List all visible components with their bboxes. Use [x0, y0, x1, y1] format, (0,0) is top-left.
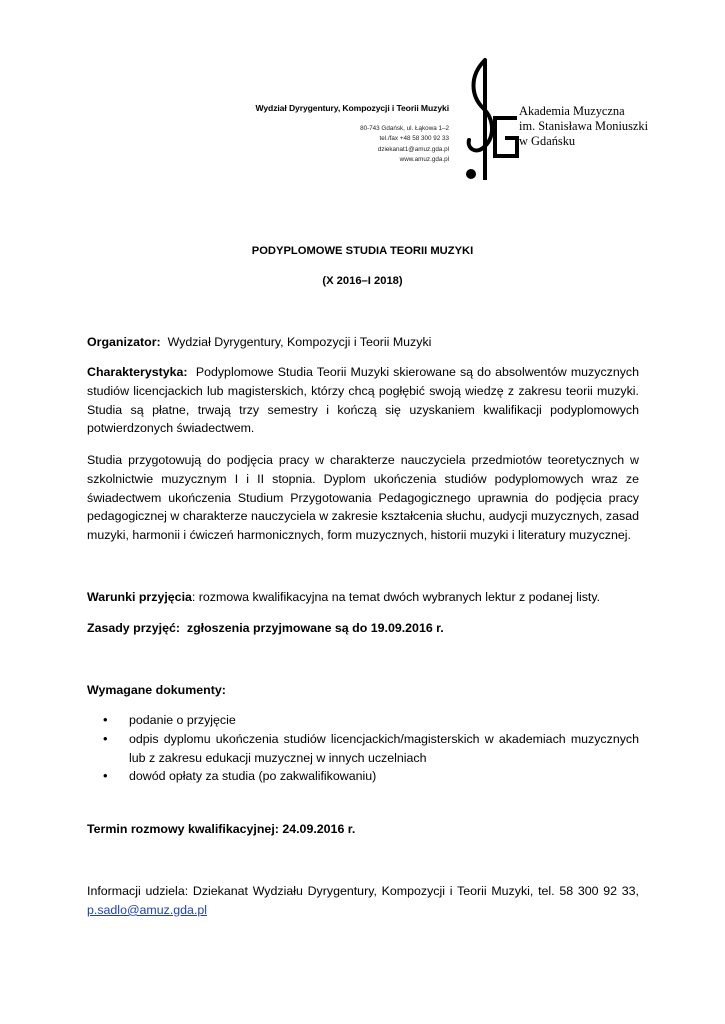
academy-name-line: w Gdańsku	[519, 134, 576, 148]
bullet-icon: •	[103, 768, 108, 784]
documents-heading: Wymagane dokumenty:	[87, 683, 226, 697]
bullet-icon: •	[103, 712, 108, 727]
preparation-paragraph: Studia przygotowują do podjęcia pracy w charakterze nauczyciela przedmiotów teoretycznych w szkolnictwie muzycznym I i II stopnia. Dyplom ukończenia studiów podyplomowych wraz ze świadectwem ukończenia Studium Przygotowania Pedagogicznego uprawnia do podjęcia pracy pedagogicznej w charakterze nauczyciela w zakresie kształcenia słuchu, audycji muzycznych, zasad muzyki, harmonii i ćwiczeń harmonicznych, form muzycznych, historii muzyki i literatury muzycznej.	[87, 453, 639, 543]
admission-text: : rozmowa kwalifikacyjna na temat dwóch wybranych lektur z podanej listy.	[191, 590, 601, 604]
faculty-name: Wydział Dyrygentury, Kompozycji i Teorii Muzyki	[255, 103, 449, 113]
academy-name-line: im. Stanisława Moniuszki	[519, 119, 649, 133]
academy-logo-icon	[455, 56, 519, 184]
list-item: • odpis dyplomu ukończenia studiów licencjackich/magisterskich w akademiach muzycznych lub z zakresu edukacji muzycznej w innych uczelniach	[103, 730, 639, 765]
organizer-label: Organizator:	[87, 335, 161, 349]
phone-line: tel./fax +48 58 300 92 33	[379, 135, 449, 143]
organizer-line	[87, 333, 639, 352]
document-subtitle: (X 2016–I 2018)	[322, 275, 403, 287]
documents-list	[87, 711, 639, 786]
admission-line	[87, 588, 639, 607]
contact-text: Informacji udziela: Dziekanat Wydziału Dyrygentury, Kompozycji i Teorii Muzyki, tel. 58 300 92 33,	[87, 884, 639, 898]
characteristics-label: Charakterystyka:	[87, 365, 188, 379]
rules-text: zgłoszenia przyjmowane są do 19.09.2016 r.	[186, 621, 444, 635]
website-line: www.amuz.gda.pl	[399, 155, 449, 163]
email-line: dziekanat1@amuz.gda.pl	[377, 145, 449, 153]
rules-line	[87, 619, 639, 638]
admission-label: Warunki przyjęcia	[87, 590, 192, 604]
address-line: 80-743 Gdańsk, ul. Łąkowa 1–2	[360, 125, 449, 132]
list-item: • dowód opłaty za studia (po zakwalifikowaniu)	[87, 767, 639, 786]
organizer-value: Wydział Dyrygentury, Kompozycji i Teorii Muzyki	[167, 335, 432, 349]
characteristics-paragraph	[87, 363, 639, 438]
bullet-icon: •	[103, 730, 108, 746]
academy-name	[519, 104, 648, 149]
rules-label: Zasady przyjęć:	[87, 621, 180, 635]
document-title: PODYPLOMOWE STUDIA TEORII MUZYKI	[251, 245, 474, 257]
characteristics-text: Podyplomowe Studia Teorii Muzyki skierowane są do absolwentów muzycznych studiów licencjackich lub magisterskich, którzy chcą pogłębić swoją wiedzę z zakresu teorii muzyki. Studia są płatne, trwają trzy semestry i kończą się uzyskaniem kwalifikacji podyplomowych potwierdzonych świadectwem.	[87, 365, 640, 436]
contact-paragraph	[87, 882, 639, 920]
faculty-address	[256, 124, 449, 165]
list-item: • podanie o przyjęcie	[87, 711, 639, 730]
faculty-header	[256, 103, 449, 165]
interview-date: Termin rozmowy kwalifikacyjnej: 24.09.2016 r.	[87, 822, 356, 836]
contact-email-link[interactable]: p.sadlo@amuz.gda.pl	[87, 902, 208, 917]
academy-name-line: Akademia Muzyczna	[519, 104, 625, 118]
